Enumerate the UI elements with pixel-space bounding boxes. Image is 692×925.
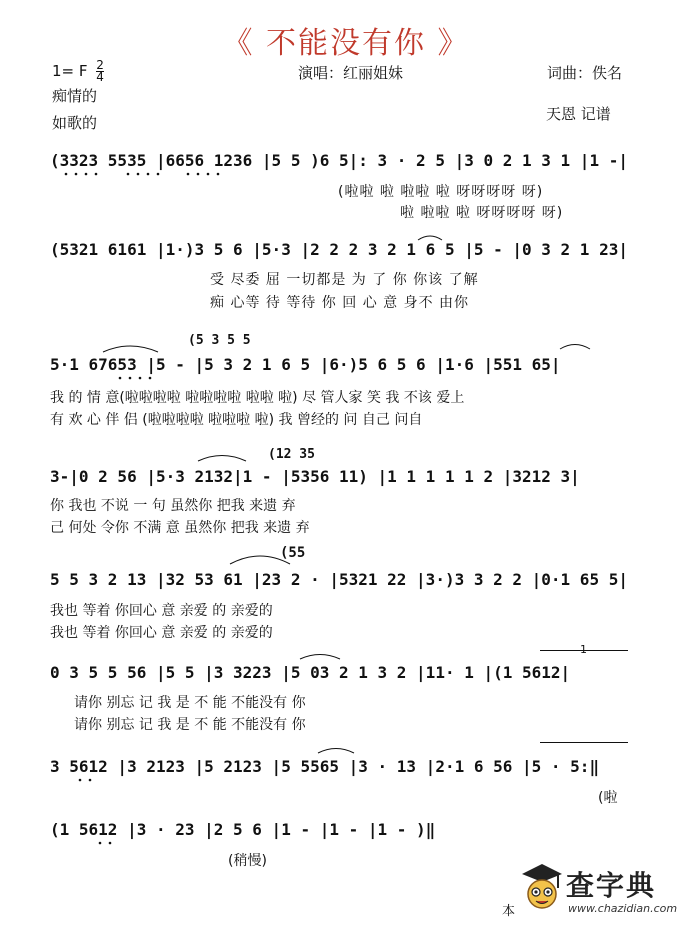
dot-mark bbox=[95, 173, 98, 176]
dot-mark bbox=[65, 173, 68, 176]
lyric-line-4b: 己 何处 令你 不满 意 虽然你 把我 来遗 弃 bbox=[50, 520, 310, 536]
lyric-line-5b: 我也 等着 你回心 意 亲爱 的 亲爱的 bbox=[50, 625, 273, 641]
dot-mark bbox=[85, 173, 88, 176]
notation-pre-4: (12 35 bbox=[268, 447, 315, 462]
logo-url: www.chazidian.com bbox=[568, 902, 678, 915]
tempo-marking: (稍慢) bbox=[228, 853, 267, 869]
song-title: 《 不能没有你 》 bbox=[222, 26, 470, 61]
mood-marking-1: 痴情的 bbox=[52, 87, 98, 105]
lyric-line-7a: (啦 bbox=[598, 790, 618, 806]
dot-mark bbox=[157, 173, 160, 176]
time-numerator: 2 bbox=[96, 58, 104, 72]
dot-mark bbox=[217, 173, 220, 176]
slur-arc bbox=[560, 345, 590, 350]
notation-line-3: 5·1 67653 |5 - |5 3 2 1 6 5 |6·)5 6 5 6 |1·6 |551 65| bbox=[50, 355, 561, 374]
dot-mark bbox=[127, 173, 130, 176]
lyric-line-1b: 啦 啦啦 啦 呀呀呀呀 呀) bbox=[400, 205, 564, 221]
dot-mark bbox=[99, 842, 102, 845]
singer-credit: 演唱：红丽姐妹 bbox=[298, 64, 404, 82]
composer-credit: 词曲：佚名 bbox=[547, 64, 623, 82]
lyric-line-3b: 有 欢 心 伴 侣 (啦啦啦啦 啦啦啦 啦) 我 曾经的 问 自己 问自 bbox=[50, 412, 423, 428]
notation-line-5: 5 5 3 2 13 |32 53 61 |23 2 · |5321 22 |3·)3 3 2 2 |0·1 65 5| bbox=[50, 570, 628, 589]
slur-arc bbox=[103, 346, 158, 352]
key-label: 1= F bbox=[52, 62, 88, 80]
notation-line-4: 3-|0 2 56 |5·3 2132|1 - |5356 11) |1 1 1 1 1 2 |3212 3| bbox=[50, 467, 580, 486]
lyric-line-4a: 你 我也 不说 一 句 虽然你 把我 来遗 弃 bbox=[50, 498, 296, 514]
lyric-line-2b: 痴 心等 待 等待 你 回 心 意 身不 由你 bbox=[210, 295, 470, 311]
mood-marking-2: 如歌的 bbox=[52, 114, 98, 132]
dot-mark bbox=[137, 173, 140, 176]
notation-pre-3: (5 3 5 5 bbox=[188, 333, 251, 348]
slur-arc bbox=[418, 236, 442, 240]
lyric-line-5a: 我也 等着 你回心 意 亲爱 的 亲爱的 bbox=[50, 603, 273, 619]
slur-arc bbox=[230, 556, 290, 564]
page-marker: 本 bbox=[502, 904, 516, 919]
dot-mark bbox=[139, 377, 142, 380]
mascot-icon bbox=[518, 858, 566, 918]
dot-mark bbox=[119, 377, 122, 380]
lyric-line-6a: 请你 别忘 记 我 是 不 能 不能没有 你 bbox=[74, 695, 306, 711]
time-denominator: 4 bbox=[96, 70, 104, 84]
dot-mark bbox=[89, 779, 92, 782]
transcriber-credit: 天恩 记谱 bbox=[546, 105, 611, 123]
notation-pre-5: (55 bbox=[280, 545, 306, 561]
notation-line-7: 3 5612 |3 2123 |5 2123 |5 5565 |3 · 13 |2·1 6 56 |5 · 5:‖ bbox=[50, 757, 600, 776]
dot-mark bbox=[79, 779, 82, 782]
dot-mark bbox=[149, 377, 152, 380]
dot-mark bbox=[207, 173, 210, 176]
lyric-line-2a: 受 尽委 屈 一切都是 为 了 你 你该 了解 bbox=[210, 272, 479, 288]
notation-line-1: (3323 5535 |6656 1236 |5 5 )6 5|: 3 · 2 5 |3 0 2 1 3 1 |1 -| bbox=[50, 151, 628, 170]
chazidian-logo bbox=[518, 858, 684, 920]
dot-mark bbox=[109, 842, 112, 845]
dot-mark bbox=[147, 173, 150, 176]
logo-text: 查字典 bbox=[566, 869, 657, 902]
notation-line-8: (1 5612 |3 · 23 |2 5 6 |1 - |1 - |1 - )‖ bbox=[50, 820, 436, 839]
dot-mark bbox=[75, 173, 78, 176]
lyric-line-1a: (啦啦 啦 啦啦 啦 呀呀呀呀 呀) bbox=[338, 184, 544, 200]
slur-arc bbox=[198, 456, 246, 462]
dot-mark bbox=[197, 173, 200, 176]
dot-mark bbox=[187, 173, 190, 176]
notation-line-6: 0 3 5 5 56 |5 5 |3 3223 |5 03 2 1 3 2 |11· 1 |(1 5612| bbox=[50, 663, 571, 682]
slur-arc bbox=[318, 749, 354, 754]
lyric-line-3a: 我 的 情 意(啦啦啦啦 啦啦啦啦 啦啦 啦) 尽 管人家 笑 我 不该 爱上 bbox=[50, 390, 465, 406]
dot-mark bbox=[129, 377, 132, 380]
notation-line-2: (5321 6161 |1·)3 5 6 |5·3 |2 2 2 3 2 1 6 5 |5 - |0 3 2 1 23| bbox=[50, 240, 628, 259]
slur-arc bbox=[300, 655, 340, 660]
lyric-line-6b: 请你 别忘 记 我 是 不 能 不能没有 你 bbox=[74, 717, 306, 733]
